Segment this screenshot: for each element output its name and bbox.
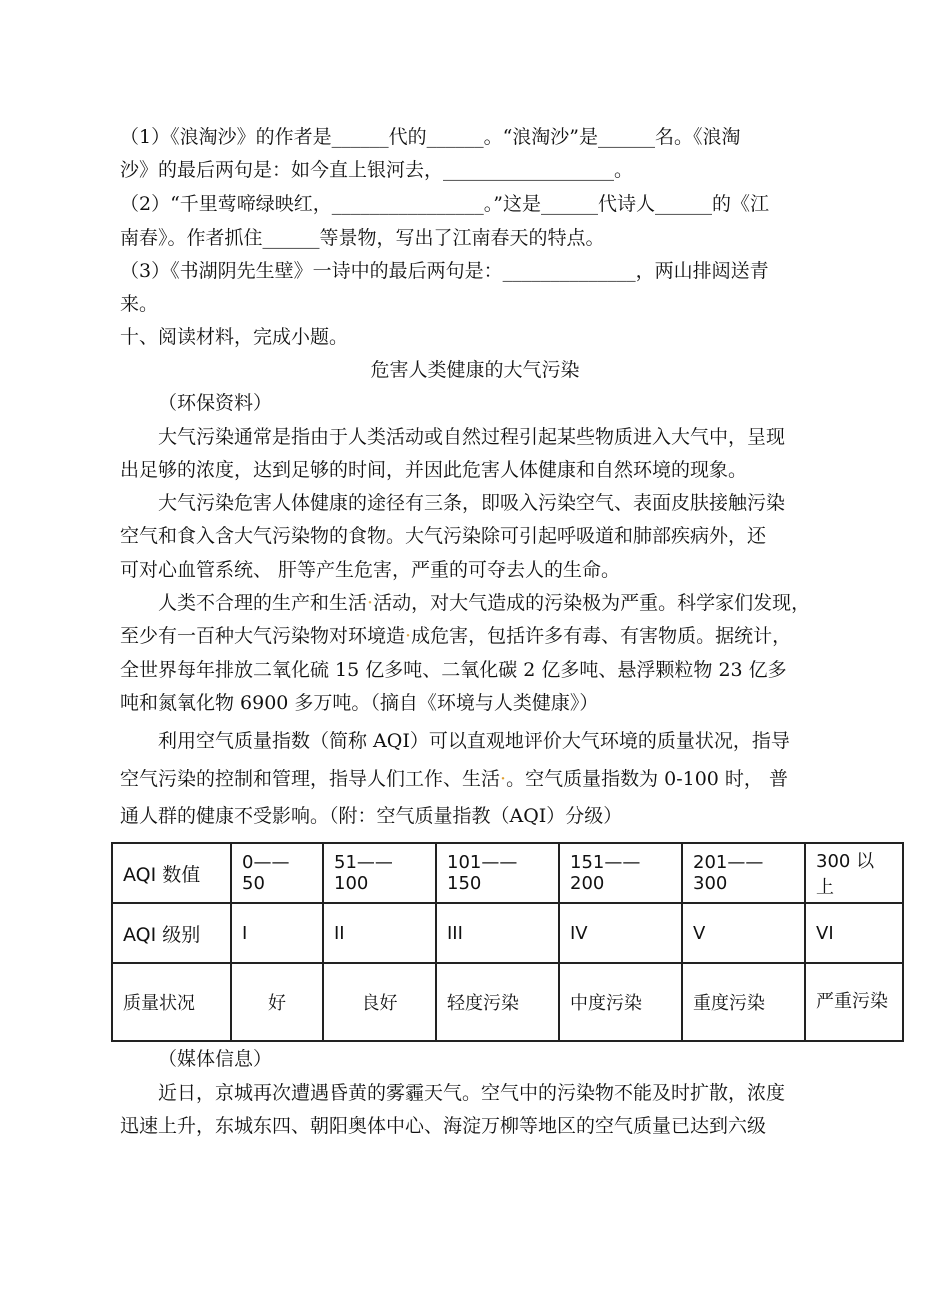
table-cell: 101——150 <box>436 843 559 903</box>
table-cell: 中度污染 <box>559 963 682 1041</box>
question-2-line-2: 南春》。作者抓住______等景物，写出了江南春天的特点。 <box>120 227 605 249</box>
table-cell: V <box>682 903 805 963</box>
article-title: 危害人类健康的大气污染 <box>370 359 580 381</box>
paragraph-4-line-1: 利用空气质量指数（简称 AQI）可以直观地评价大气环境的质量状况，指导 <box>158 730 790 752</box>
highlight-dot: · <box>405 625 412 647</box>
table-cell: I <box>231 903 323 963</box>
paragraph-3-line-2 <box>120 623 791 649</box>
table-cell: AQI 数值 <box>112 843 231 903</box>
p3-line1-part-a: 人类不合理的生产和生活 <box>158 592 368 614</box>
table-cell: 重度污染 <box>682 963 805 1041</box>
paragraph-3-line-3: 全世界每年排放二氧化硫 15 亿多吨、二氧化碳 2 亿多吨、悬浮颗粒物 23 亿多 <box>120 659 787 681</box>
question-1-line-2: 沙》的最后两句是：如今直上银河去，__________________。 <box>120 159 634 181</box>
table-cell: 质量状况 <box>112 963 231 1041</box>
table-cell: 严重污染 <box>805 963 903 1041</box>
question-1-line-1: （1）《浪淘沙》的作者是______代的______。“浪淘沙”是______名。《浪淘 <box>120 126 741 148</box>
p3-line1-part-b: 活动，对大气造成的污染极为严重。科学家们发现， <box>373 592 811 614</box>
source-label-2: （媒体信息） <box>158 1048 273 1070</box>
table-cell: 151——200 <box>559 843 682 903</box>
paragraph-2-line-1: 大气污染危害人体健康的途径有三条，即吸入污染空气、表面皮肤接触污染 <box>158 492 786 514</box>
highlight-dot: · <box>500 768 507 790</box>
table-cell: 51——100 <box>323 843 436 903</box>
paragraph-4-line-3: 通人群的健康不受影响。（附：空气质量指教（AQI）分级） <box>120 805 623 827</box>
paragraph-5-line-1: 近日，京城再次遭遇昏黄的雾霾天气。空气中的污染物不能及时扩散，浓度 <box>158 1082 786 1104</box>
paragraph-1-line-1: 大气污染通常是指由于人类活动或自然过程引起某些物质进入大气中，呈现 <box>158 426 786 448</box>
paragraph-2-line-3: 可对心血管系统、 肝等产生危害，严重的可夺去人的生命。 <box>120 559 621 581</box>
question-3-line-1: （3）《书湖阴先生壁》一诗中的最后两句是：______________，两山排闼送青 <box>120 260 769 282</box>
table-cell: 300 以上 <box>805 843 903 903</box>
aqi-table <box>111 842 904 1042</box>
paragraph-5-line-2: 迅速上升，东城东四、朝阳奥体中心、海淀万柳等地区的空气质量已达到六级 <box>120 1115 767 1137</box>
p3-line2-part-b: 成危害，包括许多有毒、有害物质。据统计， <box>411 625 792 647</box>
table-cell: 201——300 <box>682 843 805 903</box>
paragraph-4-line-2 <box>120 766 788 792</box>
paragraph-2-line-2: 空气和食入含大气污染物的食物。大气污染除可引起呼吸道和肺部疾病外，还 <box>120 525 767 547</box>
paragraph-1-line-2: 出足够的浓度，达到足够的时间，并因此危害人体健康和自然环境的现象。 <box>120 459 748 481</box>
table-row <box>112 963 903 1041</box>
paragraph-3-line-4: 吨和氮氧化物 6900 多万吨。（摘自《环境与人类健康》） <box>120 692 599 714</box>
table-row <box>112 903 903 963</box>
p4-line2-part-b: 。空气质量指数为 0-100 时， 普 <box>506 768 788 790</box>
table-cell: AQI 级别 <box>112 903 231 963</box>
table-row <box>112 843 903 903</box>
p4-line2-part-a: 空气污染的控制和管理，指导人们工作、生活 <box>120 768 501 790</box>
table-cell: VI <box>805 903 903 963</box>
table-cell: IV <box>559 903 682 963</box>
table-cell: II <box>323 903 436 963</box>
source-label-1: （环保资料） <box>158 392 273 414</box>
highlight-dot: · <box>367 592 374 614</box>
p3-line2-part-a: 至少有一百种大气污染物对环境造 <box>120 625 406 647</box>
paragraph-3-line-1 <box>158 590 810 616</box>
question-2-line-1: （2）“千里莺啼绿映红，________________。”这是______代诗人______的《江 <box>120 193 770 215</box>
table-cell: 良好 <box>323 963 436 1041</box>
table-cell: 好 <box>231 963 323 1041</box>
table-cell: 0——50 <box>231 843 323 903</box>
section-heading: 十、阅读材料，完成小题。 <box>120 326 349 348</box>
question-3-line-2: 来。 <box>120 293 159 315</box>
table-cell: 轻度污染 <box>436 963 559 1041</box>
table-cell: III <box>436 903 559 963</box>
